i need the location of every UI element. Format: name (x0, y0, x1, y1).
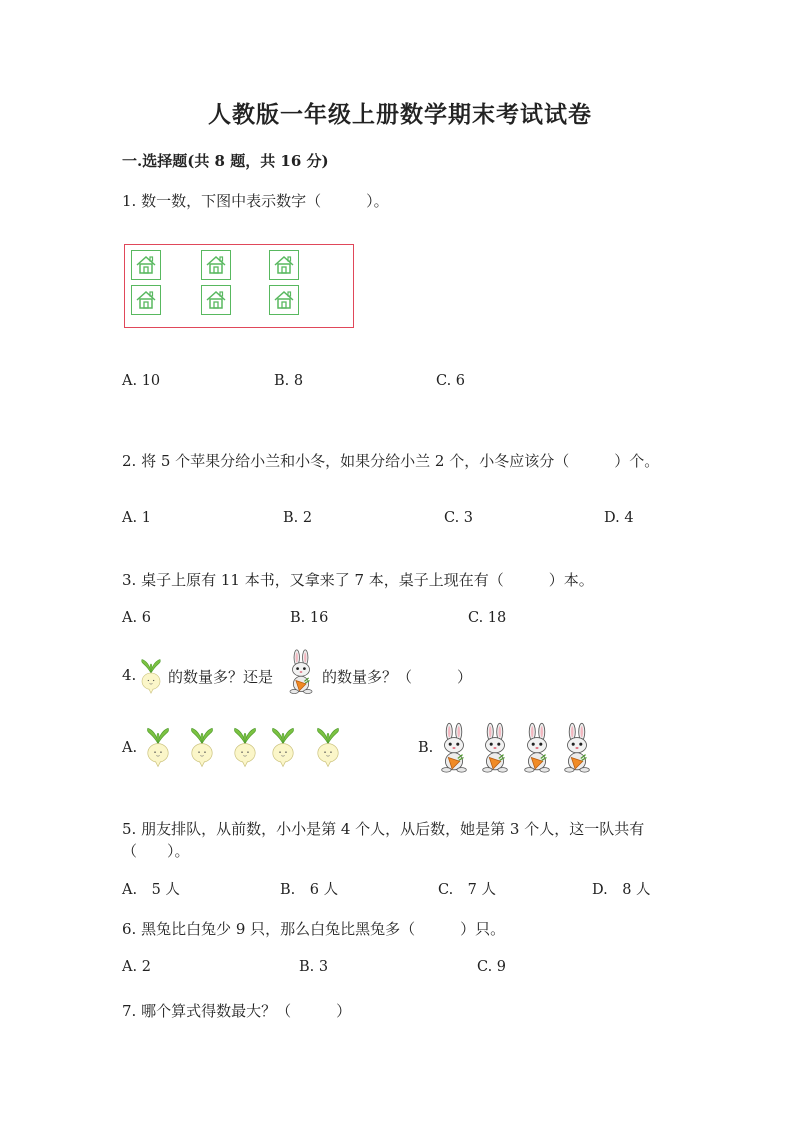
q2-option-b[interactable]: B. 2 (283, 510, 313, 526)
q1-option-c[interactable]: C. 6 (436, 373, 466, 389)
radish-icon (141, 724, 175, 774)
rabbit-icon (558, 722, 596, 778)
house-icon (131, 250, 161, 280)
q3-option-b[interactable]: B. 16 (290, 610, 329, 626)
house-icon (201, 285, 231, 315)
radish-icon (311, 724, 345, 774)
rabbit-icon (435, 722, 473, 778)
q2-option-a[interactable]: A. 1 (122, 510, 151, 526)
rabbit-icon (284, 648, 318, 700)
question-7-text: 7. 哪个算式得数最大？（ ） (122, 1002, 352, 1020)
q3-option-a[interactable]: A. 6 (122, 610, 151, 626)
q6-option-b[interactable]: B. 3 (299, 959, 329, 975)
q6-option-a[interactable]: A. 2 (122, 959, 151, 975)
q6-option-c[interactable]: C. 9 (477, 959, 507, 975)
q4-option-a[interactable]: A. (122, 740, 138, 756)
q2-option-d[interactable]: D. 4 (604, 510, 634, 526)
question-4-text-end: 的数量多？（ ） (322, 668, 473, 686)
radish-icon (266, 724, 300, 774)
question-1-text: 1. 数一数，下图中表示数字（ ）。 (122, 192, 389, 210)
q5-option-b[interactable]: B. 6 人 (280, 882, 339, 898)
q5-option-a[interactable]: A. 5 人 (122, 882, 180, 898)
q1-option-a[interactable]: A. 10 (122, 373, 161, 389)
q5-option-d[interactable]: D. 8 人 (592, 882, 651, 898)
house-icon (269, 250, 299, 280)
house-icon (201, 250, 231, 280)
q5-option-c[interactable]: C. 7 人 (438, 882, 497, 898)
q3-option-c[interactable]: C. 18 (468, 610, 507, 626)
radish-icon (228, 724, 262, 774)
radish-icon (185, 724, 219, 774)
question-6-text: 6. 黑兔比白兔少 9 只，那么白兔比黑兔多（ ）只。 (122, 920, 506, 938)
question-5-text-line1: 5. 朋友排队，从前数，小小是第 4 个人，从后数，她是第 3 个人，这一队共有 (122, 820, 645, 838)
rabbit-icon (476, 722, 514, 778)
q2-option-c[interactable]: C. 3 (444, 510, 474, 526)
question-4-text-mid: 的数量多？还是 (168, 668, 274, 686)
question-5-text-line2: （ ）。 (122, 842, 190, 860)
q1-option-b[interactable]: B. 8 (274, 373, 304, 389)
page-title: 人教版一年级上册数学期末考试试卷 (208, 101, 592, 128)
section-heading: 一.选择题(共 8 题，共 16 分) (122, 152, 329, 170)
house-icon (131, 285, 161, 315)
house-icon (269, 285, 299, 315)
radish-icon (136, 656, 166, 700)
question-3-text: 3. 桌子上原有 11 本书，又拿来了 7 本，桌子上现在有（ ）本。 (122, 571, 594, 589)
question-4-number: 4. (122, 666, 137, 684)
rabbit-icon (518, 722, 556, 778)
q4-option-b[interactable]: B. (418, 740, 434, 756)
question-2-text: 2. 将 5 个苹果分给小兰和小冬，如果分给小兰 2 个，小冬应该分（ ）个。 (122, 452, 660, 470)
